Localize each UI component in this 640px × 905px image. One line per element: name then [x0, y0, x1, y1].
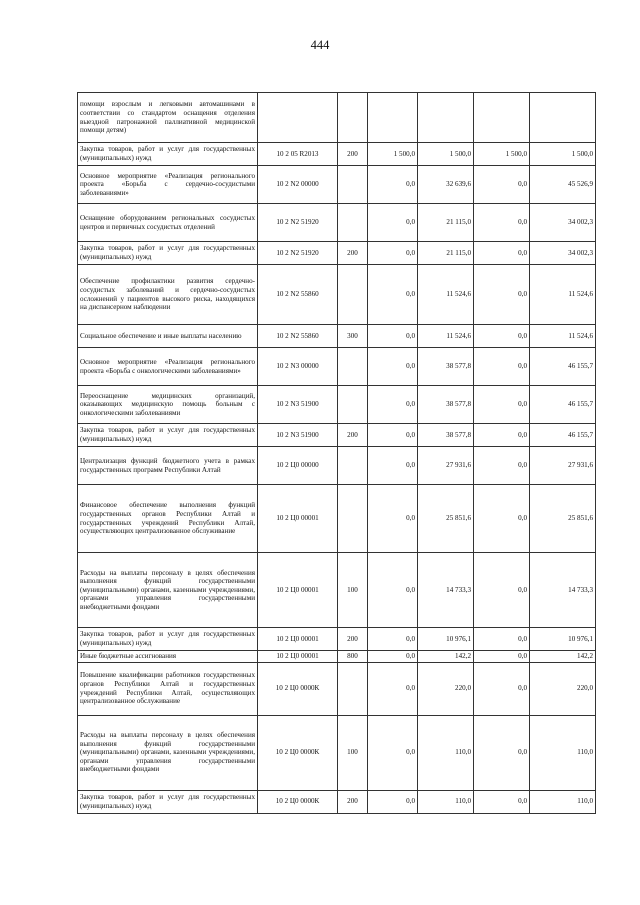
row-name: Переоснащение медицинских организаций, оказывающих медицинскую помощь больным с онкологическими заболеваниями — [78, 386, 258, 424]
table-row — [78, 348, 596, 386]
table-row — [78, 424, 596, 447]
row-expense-type — [338, 265, 368, 325]
row-value-1: 0,0 — [368, 348, 418, 386]
table-row — [78, 553, 596, 628]
row-value-1: 0,0 — [368, 386, 418, 424]
row-value-1: 0,0 — [368, 447, 418, 485]
row-code: 10 2 Ц0 00001 — [258, 553, 338, 628]
row-value-4: 46 155,7 — [530, 348, 596, 386]
row-code: 10 2 Ц0 00001 — [258, 485, 338, 553]
row-code: 10 2 05 R2013 — [258, 143, 338, 166]
row-expense-type — [338, 93, 368, 143]
row-code: 10 2 N2 55860 — [258, 325, 338, 348]
row-value-2: 21 115,0 — [418, 242, 474, 265]
row-expense-type: 200 — [338, 242, 368, 265]
row-value-3: 0,0 — [474, 662, 530, 715]
row-name: Повышение квалификации работников государственных органов Республики Алтай и государственных учреждений Республики Алтай, осуществляющих централизованное обслуживание — [78, 662, 258, 715]
row-value-3: 0,0 — [474, 715, 530, 790]
table-row — [78, 204, 596, 242]
row-value-2: 11 524,6 — [418, 265, 474, 325]
row-value-2: 14 733,3 — [418, 553, 474, 628]
row-value-3: 0,0 — [474, 424, 530, 447]
row-value-4: 10 976,1 — [530, 628, 596, 651]
page-number: 444 — [310, 38, 330, 52]
row-value-2: 25 851,6 — [418, 485, 474, 553]
row-value-1: 0,0 — [368, 628, 418, 651]
row-expense-type: 100 — [338, 553, 368, 628]
row-value-2: 27 931,6 — [418, 447, 474, 485]
row-name: Обеспечение профилактики развития сердечно-сосудистых заболеваний и сердечно-сосудистых осложнений у пациентов высокого риска, находящихся на диспансерном наблюдении — [78, 265, 258, 325]
row-value-4: 1 500,0 — [530, 143, 596, 166]
row-name: Закупка товаров, работ и услуг для государственных (муниципальных) нужд — [78, 628, 258, 651]
row-code: 10 2 Ц0 00001 — [258, 651, 338, 663]
row-value-2: 32 639,6 — [418, 166, 474, 204]
row-code: 10 2 Ц0 00000 — [258, 447, 338, 485]
row-value-1: 0,0 — [368, 242, 418, 265]
row-name: Расходы на выплаты персоналу в целях обеспечения выполнения функций государственными (муниципальными) органами, казенными учреждениями, органами управления государственными внебюджетными фондами — [78, 553, 258, 628]
table-row — [78, 242, 596, 265]
row-value-4: 220,0 — [530, 662, 596, 715]
row-value-2: 21 115,0 — [418, 204, 474, 242]
row-expense-type: 300 — [338, 325, 368, 348]
row-value-1 — [368, 93, 418, 143]
row-value-3: 0,0 — [474, 166, 530, 204]
row-value-1: 1 500,0 — [368, 143, 418, 166]
row-value-3: 0,0 — [474, 242, 530, 265]
row-value-4: 11 524,6 — [530, 265, 596, 325]
row-value-3: 0,0 — [474, 485, 530, 553]
row-code: 10 2 N3 00000 — [258, 348, 338, 386]
row-value-3 — [474, 93, 530, 143]
row-value-2: 110,0 — [418, 790, 474, 813]
row-value-4: 25 851,6 — [530, 485, 596, 553]
row-value-4: 110,0 — [530, 715, 596, 790]
row-expense-type: 100 — [338, 715, 368, 790]
table-row — [78, 386, 596, 424]
row-value-2: 1 500,0 — [418, 143, 474, 166]
row-code: 10 2 N3 51900 — [258, 424, 338, 447]
row-expense-type: 200 — [338, 143, 368, 166]
row-value-1: 0,0 — [368, 662, 418, 715]
row-code: 10 2 N3 51900 — [258, 386, 338, 424]
row-value-3: 0,0 — [474, 628, 530, 651]
row-value-2: 38 577,8 — [418, 424, 474, 447]
row-value-3: 1 500,0 — [474, 143, 530, 166]
row-expense-type — [338, 662, 368, 715]
row-name: Централизация функций бюджетного учета в рамках государственных программ Республики Алтай — [78, 447, 258, 485]
row-value-4: 11 524,6 — [530, 325, 596, 348]
table-row — [78, 447, 596, 485]
row-value-1: 0,0 — [368, 265, 418, 325]
row-expense-type: 800 — [338, 651, 368, 663]
row-name: Основное мероприятие «Реализация регионального проекта «Борьба с сердечно-сосудистыми заболеваниями» — [78, 166, 258, 204]
row-expense-type — [338, 447, 368, 485]
table-row — [78, 166, 596, 204]
row-expense-type — [338, 204, 368, 242]
row-value-1: 0,0 — [368, 790, 418, 813]
row-value-2: 220,0 — [418, 662, 474, 715]
row-value-3: 0,0 — [474, 386, 530, 424]
row-name: Закупка товаров, работ и услуг для государственных (муниципальных) нужд — [78, 790, 258, 813]
table-row — [78, 628, 596, 651]
row-code: 10 2 N2 55860 — [258, 265, 338, 325]
row-name: Закупка товаров, работ и услуг для государственных (муниципальных) нужд — [78, 242, 258, 265]
row-name: помощи взрослым и легковыми автомашинами в соответствии со стандартом оснащения отделения выездной патронажной паллиативной медицинской помощи детям) — [78, 93, 258, 143]
budget-table — [77, 92, 596, 814]
row-name: Закупка товаров, работ и услуг для государственных (муниципальных) нужд — [78, 143, 258, 166]
table-row — [78, 93, 596, 143]
row-value-2: 11 524,6 — [418, 325, 474, 348]
row-code: 10 2 Ц0 0000К — [258, 715, 338, 790]
row-value-3: 0,0 — [474, 651, 530, 663]
row-value-2: 110,0 — [418, 715, 474, 790]
row-value-1: 0,0 — [368, 204, 418, 242]
row-value-4: 14 733,3 — [530, 553, 596, 628]
row-value-1: 0,0 — [368, 715, 418, 790]
table-row — [78, 662, 596, 715]
budget-table-body — [78, 93, 596, 814]
row-value-3: 0,0 — [474, 265, 530, 325]
row-value-1: 0,0 — [368, 166, 418, 204]
row-name: Иные бюджетные ассигнования — [78, 651, 258, 663]
table-row — [78, 485, 596, 553]
row-name: Оснащение оборудованием региональных сосудистых центров и первичных сосудистых отделений — [78, 204, 258, 242]
row-expense-type — [338, 485, 368, 553]
row-expense-type: 200 — [338, 790, 368, 813]
table-row — [78, 790, 596, 813]
row-expense-type — [338, 386, 368, 424]
row-value-4: 142,2 — [530, 651, 596, 663]
row-value-3: 0,0 — [474, 348, 530, 386]
row-value-2: 38 577,8 — [418, 348, 474, 386]
row-code: 10 2 Ц0 00001 — [258, 628, 338, 651]
row-expense-type: 200 — [338, 424, 368, 447]
row-value-4 — [530, 93, 596, 143]
row-value-3: 0,0 — [474, 553, 530, 628]
row-code — [258, 93, 338, 143]
table-row — [78, 325, 596, 348]
row-value-3: 0,0 — [474, 325, 530, 348]
row-value-2 — [418, 93, 474, 143]
row-value-1: 0,0 — [368, 485, 418, 553]
row-value-1: 0,0 — [368, 651, 418, 663]
row-value-1: 0,0 — [368, 424, 418, 447]
row-value-3: 0,0 — [474, 447, 530, 485]
row-value-4: 110,0 — [530, 790, 596, 813]
row-code: 10 2 N2 00000 — [258, 166, 338, 204]
row-value-4: 46 155,7 — [530, 386, 596, 424]
table-row — [78, 651, 596, 663]
row-value-1: 0,0 — [368, 325, 418, 348]
row-expense-type: 200 — [338, 628, 368, 651]
row-value-2: 38 577,8 — [418, 386, 474, 424]
table-row — [78, 715, 596, 790]
table-row — [78, 143, 596, 166]
row-code: 10 2 Ц0 0000К — [258, 790, 338, 813]
row-value-4: 27 931,6 — [530, 447, 596, 485]
row-code: 10 2 N2 51920 — [258, 242, 338, 265]
row-name: Основное мероприятие «Реализация регионального проекта «Борьба с онкологическими заболеваниями» — [78, 348, 258, 386]
row-value-4: 34 002,3 — [530, 242, 596, 265]
row-code: 10 2 N2 51920 — [258, 204, 338, 242]
table-row — [78, 265, 596, 325]
row-name: Социальное обеспечение и иные выплаты населению — [78, 325, 258, 348]
row-expense-type — [338, 348, 368, 386]
row-code: 10 2 Ц0 0000К — [258, 662, 338, 715]
row-value-2: 142,2 — [418, 651, 474, 663]
row-value-4: 45 526,9 — [530, 166, 596, 204]
row-value-4: 46 155,7 — [530, 424, 596, 447]
row-value-2: 10 976,1 — [418, 628, 474, 651]
row-name: Расходы на выплаты персоналу в целях обеспечения выполнения функций государственными (муниципальными) органами, казенными учреждениями, органами управления государственными внебюджетными фондами — [78, 715, 258, 790]
row-name: Финансовое обеспечение выполнения функций государственных органов Республики Алтай и государственных учреждений Республики Алтай, осуществляющих централизованное обслуживание — [78, 485, 258, 553]
row-value-4: 34 002,3 — [530, 204, 596, 242]
row-value-3: 0,0 — [474, 790, 530, 813]
row-name: Закупка товаров, работ и услуг для государственных (муниципальных) нужд — [78, 424, 258, 447]
row-value-1: 0,0 — [368, 553, 418, 628]
row-expense-type — [338, 166, 368, 204]
row-value-3: 0,0 — [474, 204, 530, 242]
